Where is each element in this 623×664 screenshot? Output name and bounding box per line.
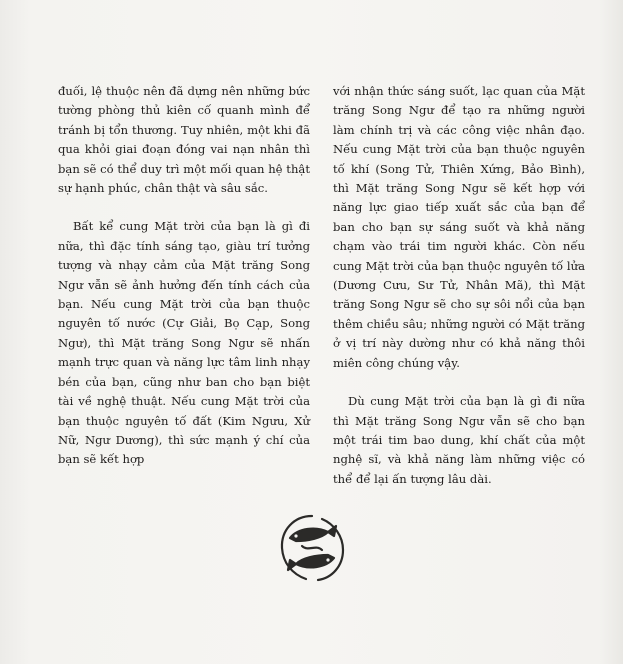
right-text-column [333,82,585,489]
pisces-fish-icon [272,508,352,588]
right-paragraph-2: Dù cung Mặt trời của bạn là gì đi nữa thì Mặt trăng Song Ngư vẫn sẽ cho bạn một trái tim bao dung, khí chất của một nghệ sĩ, và khả năng làm những việc có thể để lại ấn tượng lâu dài. [333,394,585,486]
left-paragraph-2: Bất kể cung Mặt trời của bạn là gì đi nữa, thì đặc tính sáng tạo, giàu trí tưởng tượng và nhạy cảm của Mặt trăng Song Ngư vẫn sẽ ảnh hưởng đến tính cách của bạn. Nếu cung Mặt trời của bạn thuộc nguyên tố nước (Cự Giải, Bọ Cạp, Song Ngư), thì Mặt trăng Song Ngư sẽ nhấn mạnh trực quan và năng lực tâm linh nhạy bén của bạn, cũng như ban cho bạn biệt tài về nghệ thuật. Nếu cung Mặt trời của bạn thuộc nguyên tố đất (Kim Ngưu, Xử Nữ, Ngư Dương), thì sức mạnh ý chí của bạn sẽ kết hợp [58,219,310,467]
left-paragraph-1: đuối, lệ thuộc nên đã dựng nên những bức tường phòng thủ kiên cố quanh mình để tránh bị tổn thương. Tuy nhiên, một khi đã qua khỏi giai đoạn đóng vai nạn nhân thì bạn sẽ có thể duy trì một mối quan hệ thật sự hạnh phúc, chân thật và sâu sắc. [58,84,310,196]
right-paragraph-1: với nhận thức sáng suốt, lạc quan của Mặt trăng Song Ngư để tạo ra những người làm chính trị và các công việc nhân đạo. Nếu cung Mặt trời của bạn thuộc nguyên tố khí (Song Tử, Thiên Xứng, Bảo Bình), thì Mặt trăng Song Ngư sẽ kết hợp với năng lực giao tiếp xuất sắc của bạn để ban cho bạn sự sáng suốt và khả năng chạm vào trái tim người khác. Còn nếu cung Mặt trời của bạn thuộc nguyên tố lửa (Dương Cưu, Sư Tử, Nhân Mã), thì Mặt trăng Song Ngư sẽ cho sự sôi nổi của bạn thêm chiều sâu; những người có Mặt trăng ở vị trí này dường như có khả năng thôi miên công chúng vậy. [333,84,585,370]
left-text-column [58,82,310,470]
